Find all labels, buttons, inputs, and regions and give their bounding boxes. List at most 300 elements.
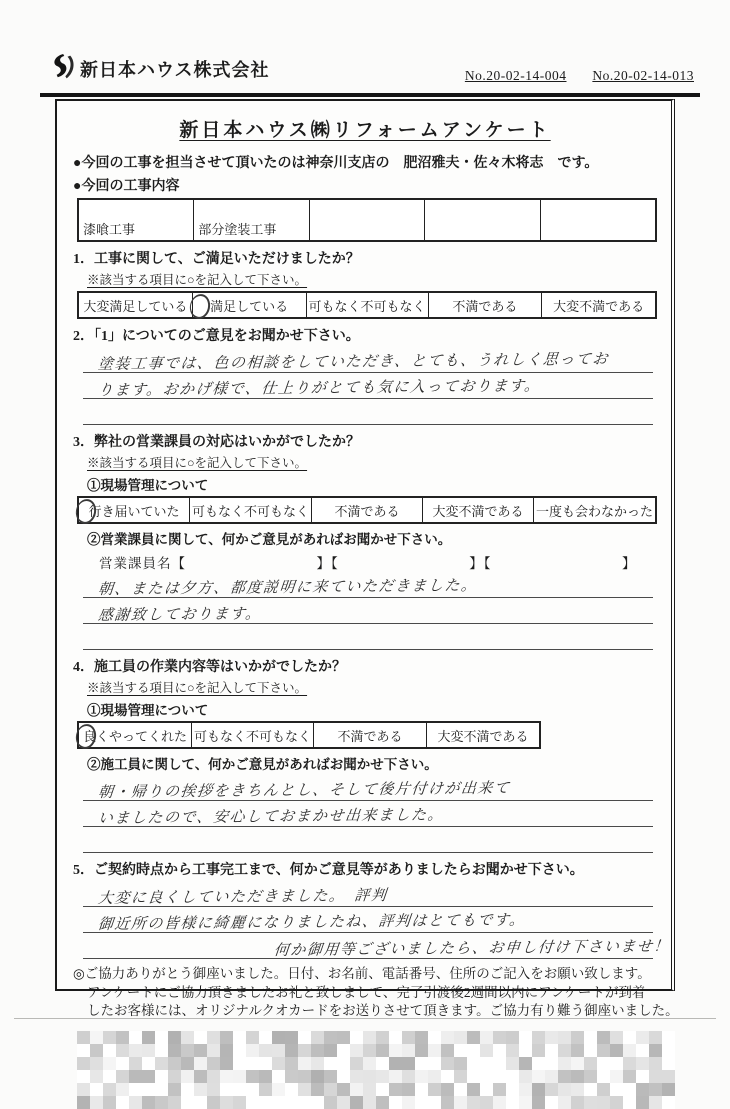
mosaic-cell bbox=[77, 1070, 90, 1083]
mosaic-cell bbox=[285, 1044, 298, 1057]
mosaic-cell bbox=[194, 1057, 207, 1070]
mosaic-cell bbox=[493, 1057, 506, 1070]
mosaic-cell bbox=[467, 1070, 480, 1083]
mosaic-cell bbox=[623, 1070, 636, 1083]
mosaic-cell bbox=[454, 1031, 467, 1044]
survey-form bbox=[55, 99, 679, 1019]
mosaic-cell bbox=[272, 1096, 285, 1109]
mosaic-cell bbox=[454, 1096, 467, 1109]
mosaic-cell bbox=[662, 1070, 675, 1083]
mosaic-cell bbox=[610, 1057, 623, 1070]
mosaic-cell bbox=[207, 1031, 220, 1044]
mosaic-cell bbox=[519, 1044, 532, 1057]
mosaic-cell bbox=[168, 1070, 181, 1083]
mosaic-cell bbox=[428, 1096, 441, 1109]
mosaic-cell bbox=[649, 1083, 662, 1096]
q5-answer-line bbox=[83, 907, 653, 933]
mosaic-cell bbox=[103, 1096, 116, 1109]
doc-number-2: No.20-02-14-013 bbox=[592, 68, 694, 83]
mosaic-cell bbox=[77, 1057, 90, 1070]
mosaic-cell bbox=[103, 1031, 116, 1044]
mosaic-cell bbox=[337, 1096, 350, 1109]
mosaic-cell bbox=[376, 1096, 389, 1109]
q4-answer-line bbox=[83, 801, 653, 827]
mosaic-cell bbox=[194, 1096, 207, 1109]
mosaic-cell bbox=[415, 1096, 428, 1109]
mosaic-cell bbox=[246, 1057, 259, 1070]
q4-title: 4．施工員の作業内容等はいかがでしたか？ bbox=[73, 660, 346, 675]
mosaic-cell bbox=[376, 1070, 389, 1083]
q5-title: 5．ご契約時点から工事完工まで、何かご意見等がありましたらお聞かせ下さい。 bbox=[73, 863, 584, 878]
mosaic-cell bbox=[584, 1057, 597, 1070]
mosaic-cell bbox=[337, 1083, 350, 1096]
mosaic-cell bbox=[428, 1070, 441, 1083]
work-item-cell: 部分塗装工事 bbox=[194, 200, 309, 240]
handwritten-answer: 感謝致しております。 bbox=[97, 604, 263, 624]
mosaic-cell bbox=[376, 1044, 389, 1057]
mosaic-cell bbox=[142, 1070, 155, 1083]
mosaic-cell bbox=[493, 1096, 506, 1109]
mosaic-cell bbox=[506, 1083, 519, 1096]
mosaic-cell bbox=[77, 1031, 90, 1044]
mosaic-cell bbox=[168, 1057, 181, 1070]
q3-title: 3．弊社の営業課員の対応はいかがでしたか？ bbox=[73, 435, 360, 450]
mosaic-cell bbox=[298, 1070, 311, 1083]
mosaic-cell bbox=[441, 1031, 454, 1044]
company-logo-icon bbox=[48, 52, 74, 82]
mosaic-cell bbox=[597, 1057, 610, 1070]
mosaic-cell bbox=[194, 1083, 207, 1096]
mosaic-cell bbox=[116, 1083, 129, 1096]
closing-note-line: ◎ご協力ありがとう御座いました。日付、お名前、電話番号、住所のご記入をお願い致します。 bbox=[73, 966, 651, 981]
mosaic-cell bbox=[233, 1096, 246, 1109]
work-item-cell bbox=[425, 200, 540, 240]
mosaic-cell bbox=[311, 1057, 324, 1070]
mosaic-cell bbox=[649, 1057, 662, 1070]
mosaic-cell bbox=[272, 1031, 285, 1044]
mosaic-cell bbox=[532, 1083, 545, 1096]
q4-option-selected bbox=[79, 723, 192, 747]
handwritten-answer: 塗装工事では、色の相談をしていただき、とても、うれしく思ってお bbox=[97, 349, 610, 373]
mosaic-cell bbox=[168, 1044, 181, 1057]
mosaic-cell bbox=[155, 1044, 168, 1057]
mosaic-cell bbox=[415, 1031, 428, 1044]
mosaic-cell bbox=[623, 1096, 636, 1109]
mosaic-cell bbox=[467, 1096, 480, 1109]
mosaic-cell bbox=[259, 1096, 272, 1109]
mosaic-cell bbox=[324, 1057, 337, 1070]
mosaic-cell bbox=[480, 1083, 493, 1096]
mosaic-cell bbox=[285, 1070, 298, 1083]
mosaic-cell bbox=[649, 1070, 662, 1083]
mosaic-cell bbox=[623, 1044, 636, 1057]
mosaic-cell bbox=[298, 1031, 311, 1044]
mosaic-cell bbox=[610, 1070, 623, 1083]
q3-sub1: ①現場管理について bbox=[87, 478, 209, 493]
mosaic-cell bbox=[155, 1031, 168, 1044]
mosaic-cell bbox=[493, 1044, 506, 1057]
mosaic-cell bbox=[597, 1031, 610, 1044]
mosaic-cell bbox=[155, 1057, 168, 1070]
mosaic-cell bbox=[116, 1057, 129, 1070]
mosaic-cell bbox=[428, 1044, 441, 1057]
mosaic-cell bbox=[467, 1057, 480, 1070]
mosaic-cell bbox=[116, 1031, 129, 1044]
mosaic-cell bbox=[402, 1070, 415, 1083]
mosaic-cell bbox=[103, 1057, 116, 1070]
mosaic-cell bbox=[441, 1083, 454, 1096]
mosaic-cell bbox=[207, 1044, 220, 1057]
mosaic-cell bbox=[298, 1096, 311, 1109]
mosaic-cell bbox=[493, 1070, 506, 1083]
mosaic-cell bbox=[558, 1057, 571, 1070]
mosaic-cell bbox=[311, 1070, 324, 1083]
mosaic-cell bbox=[649, 1044, 662, 1057]
mosaic-cell bbox=[207, 1096, 220, 1109]
mosaic-cell bbox=[129, 1083, 142, 1096]
privacy-mosaic-redaction bbox=[77, 1031, 663, 1107]
mosaic-cell bbox=[584, 1044, 597, 1057]
mosaic-cell bbox=[350, 1044, 363, 1057]
q4-option: 不満である bbox=[314, 723, 427, 747]
handwritten-answer: 御近所の皆様に綺麗になりましたね、評判はとてもです。 bbox=[97, 910, 527, 933]
mosaic-cell bbox=[532, 1096, 545, 1109]
mosaic-cell bbox=[259, 1057, 272, 1070]
q1-title: 1．工事に関して、ご満足いただけましたか？ bbox=[73, 252, 360, 267]
mosaic-cell bbox=[298, 1083, 311, 1096]
mosaic-cell bbox=[259, 1031, 272, 1044]
document-numbers bbox=[443, 68, 694, 84]
mosaic-cell bbox=[389, 1083, 402, 1096]
mosaic-cell bbox=[506, 1057, 519, 1070]
q2-answer-line bbox=[83, 373, 653, 399]
mosaic-cell bbox=[584, 1031, 597, 1044]
mosaic-cell bbox=[428, 1031, 441, 1044]
mosaic-cell bbox=[194, 1044, 207, 1057]
mosaic-cell bbox=[103, 1083, 116, 1096]
mosaic-cell bbox=[116, 1044, 129, 1057]
mosaic-cell bbox=[90, 1083, 103, 1096]
mosaic-cell bbox=[194, 1031, 207, 1044]
mosaic-cell bbox=[129, 1057, 142, 1070]
mosaic-cell bbox=[116, 1096, 129, 1109]
mosaic-cell bbox=[90, 1044, 103, 1057]
mosaic-cell bbox=[259, 1070, 272, 1083]
q4-option: 可もなく不可もなく bbox=[192, 723, 314, 747]
mosaic-cell bbox=[597, 1070, 610, 1083]
mosaic-cell bbox=[389, 1031, 402, 1044]
mosaic-cell bbox=[636, 1070, 649, 1083]
mosaic-cell bbox=[350, 1096, 363, 1109]
mosaic-cell bbox=[90, 1031, 103, 1044]
mosaic-cell bbox=[428, 1083, 441, 1096]
mosaic-cell bbox=[493, 1031, 506, 1044]
mosaic-cell bbox=[337, 1057, 350, 1070]
mosaic-cell bbox=[168, 1096, 181, 1109]
mosaic-cell bbox=[285, 1031, 298, 1044]
mosaic-cell bbox=[285, 1096, 298, 1109]
mosaic-cell bbox=[129, 1044, 142, 1057]
mosaic-cell bbox=[246, 1070, 259, 1083]
mosaic-cell bbox=[155, 1083, 168, 1096]
mosaic-cell bbox=[246, 1096, 259, 1109]
mosaic-cell bbox=[389, 1044, 402, 1057]
mosaic-cell bbox=[545, 1044, 558, 1057]
mosaic-cell bbox=[337, 1070, 350, 1083]
mosaic-cell bbox=[584, 1083, 597, 1096]
mosaic-cell bbox=[662, 1044, 675, 1057]
mosaic-cell bbox=[103, 1044, 116, 1057]
mosaic-cell bbox=[220, 1057, 233, 1070]
mosaic-cell bbox=[129, 1096, 142, 1109]
mosaic-cell bbox=[558, 1096, 571, 1109]
mosaic-cell bbox=[155, 1070, 168, 1083]
mosaic-cell bbox=[168, 1083, 181, 1096]
mosaic-cell bbox=[402, 1044, 415, 1057]
page-header bbox=[40, 52, 700, 92]
q4-answer-line bbox=[83, 775, 653, 801]
q4-note: ※該当する項目に○を記入して下さい。 bbox=[87, 681, 308, 695]
mosaic-cell bbox=[272, 1083, 285, 1096]
mosaic-cell bbox=[610, 1044, 623, 1057]
mosaic-cell bbox=[77, 1083, 90, 1096]
mosaic-cell bbox=[480, 1070, 493, 1083]
q4-options-table bbox=[77, 721, 541, 749]
mosaic-cell bbox=[636, 1083, 649, 1096]
mosaic-cell bbox=[233, 1031, 246, 1044]
q2-answer-line bbox=[83, 347, 653, 373]
mosaic-cell bbox=[649, 1031, 662, 1044]
q4-answer-line bbox=[83, 827, 653, 853]
mosaic-cell bbox=[311, 1031, 324, 1044]
mosaic-cell bbox=[584, 1096, 597, 1109]
mosaic-cell bbox=[207, 1057, 220, 1070]
mosaic-cell bbox=[584, 1070, 597, 1083]
mosaic-cell bbox=[558, 1044, 571, 1057]
mosaic-cell bbox=[116, 1070, 129, 1083]
mosaic-cell bbox=[142, 1096, 155, 1109]
q2-answer-line bbox=[83, 399, 653, 425]
mosaic-cell bbox=[636, 1057, 649, 1070]
q1-option-label: 満足している bbox=[210, 298, 289, 314]
mosaic-cell bbox=[142, 1083, 155, 1096]
q3-option: 可もなく不可もなく bbox=[190, 498, 312, 522]
form-title: 新日本ハウス㈱リフォームアンケート bbox=[179, 120, 551, 141]
mosaic-cell bbox=[324, 1096, 337, 1109]
mosaic-cell bbox=[77, 1096, 90, 1109]
intro-line: ●今回の工事を担当させて頂いたのは神奈川支店の 肥沼雅夫・佐々木将志 です。 bbox=[73, 156, 599, 171]
scan-artifact-line bbox=[14, 1018, 716, 1019]
q3-answer-line bbox=[83, 624, 653, 650]
mosaic-cell bbox=[90, 1096, 103, 1109]
q4-sub1: ①現場管理について bbox=[87, 703, 209, 718]
mosaic-cell bbox=[376, 1031, 389, 1044]
mosaic-cell bbox=[480, 1096, 493, 1109]
q3-option: 一度も会わなかった bbox=[535, 503, 653, 519]
q1-option: 可もなく不可もなく bbox=[307, 293, 429, 317]
mosaic-cell bbox=[571, 1083, 584, 1096]
q3-answer-line bbox=[83, 572, 653, 598]
mosaic-cell bbox=[506, 1096, 519, 1109]
q3-note: ※該当する項目に○を記入して下さい。 bbox=[87, 456, 308, 470]
mosaic-cell bbox=[662, 1096, 675, 1109]
mosaic-cell bbox=[363, 1044, 376, 1057]
mosaic-cell bbox=[246, 1031, 259, 1044]
mosaic-cell bbox=[480, 1044, 493, 1057]
mosaic-cell bbox=[90, 1057, 103, 1070]
handwritten-answer: 朝・帰りの挨拶をきちんとし、そして後片付けが出来て bbox=[97, 778, 512, 801]
mosaic-cell bbox=[571, 1096, 584, 1109]
mosaic-cell bbox=[272, 1057, 285, 1070]
mosaic-cell bbox=[545, 1031, 558, 1044]
mosaic-cell bbox=[636, 1096, 649, 1109]
mosaic-cell bbox=[636, 1031, 649, 1044]
mosaic-cell bbox=[389, 1096, 402, 1109]
mosaic-cell bbox=[480, 1057, 493, 1070]
mosaic-cell bbox=[142, 1031, 155, 1044]
mosaic-cell bbox=[610, 1096, 623, 1109]
work-content-table bbox=[77, 198, 657, 242]
mosaic-cell bbox=[454, 1070, 467, 1083]
mosaic-cell bbox=[90, 1070, 103, 1083]
mosaic-cell bbox=[597, 1096, 610, 1109]
closing-note-line: したお客様には、オリジナルクオカードをお送りさせて頂きます。ご協力有り難う御座いました。 bbox=[87, 1003, 679, 1019]
mosaic-cell bbox=[623, 1057, 636, 1070]
q3-option: 不満である bbox=[312, 498, 423, 522]
q3-sub2: ②営業課員に関して、何かご意見があればお聞かせ下さい。 bbox=[87, 532, 452, 547]
q3-option-label: 行き届いていた bbox=[88, 503, 180, 519]
header-rule bbox=[40, 93, 700, 97]
q4-option-label: 良くやってくれた bbox=[82, 728, 187, 744]
mosaic-cell bbox=[181, 1096, 194, 1109]
closing-note-line: アンケートにご協力頂きましたお礼と致しまして、完了引渡後2週間以内にアンケートが到着 bbox=[87, 984, 646, 1000]
mosaic-cell bbox=[285, 1057, 298, 1070]
mosaic-cell bbox=[220, 1083, 233, 1096]
mosaic-cell bbox=[428, 1057, 441, 1070]
mosaic-cell bbox=[545, 1070, 558, 1083]
mosaic-cell bbox=[272, 1070, 285, 1083]
q2-title: 2．「1」についてのご意見をお聞かせ下さい。 bbox=[73, 329, 360, 344]
mosaic-cell bbox=[441, 1044, 454, 1057]
mosaic-cell bbox=[506, 1044, 519, 1057]
closing-note bbox=[73, 965, 679, 1021]
mosaic-cell bbox=[220, 1096, 233, 1109]
mosaic-cell bbox=[454, 1044, 467, 1057]
mosaic-cell bbox=[259, 1044, 272, 1057]
mosaic-cell bbox=[454, 1057, 467, 1070]
mosaic-cell bbox=[220, 1044, 233, 1057]
mosaic-cell bbox=[181, 1070, 194, 1083]
mosaic-cell bbox=[571, 1070, 584, 1083]
work-item-cell bbox=[310, 200, 425, 240]
mosaic-cell bbox=[324, 1044, 337, 1057]
mosaic-cell bbox=[623, 1083, 636, 1096]
mosaic-cell bbox=[532, 1057, 545, 1070]
mosaic-cell bbox=[207, 1083, 220, 1096]
mosaic-cell bbox=[441, 1096, 454, 1109]
handwritten-answer: 何か御用等ございましたら、お申し付け下さいませ！ bbox=[273, 936, 671, 959]
mosaic-cell bbox=[311, 1096, 324, 1109]
mosaic-cell bbox=[103, 1070, 116, 1083]
mosaic-cell bbox=[415, 1044, 428, 1057]
mosaic-cell bbox=[649, 1096, 662, 1109]
mosaic-cell bbox=[454, 1083, 467, 1096]
mosaic-cell bbox=[389, 1070, 402, 1083]
handwritten-answer: 朝、または夕方、都度説明に来ていただきました。 bbox=[97, 576, 479, 598]
work-item-cell: 漆喰工事 bbox=[79, 200, 194, 240]
mosaic-cell bbox=[389, 1057, 402, 1070]
mosaic-cell bbox=[636, 1044, 649, 1057]
mosaic-cell bbox=[519, 1070, 532, 1083]
mosaic-cell bbox=[324, 1070, 337, 1083]
mosaic-cell bbox=[415, 1083, 428, 1096]
mosaic-cell bbox=[363, 1057, 376, 1070]
mosaic-cell bbox=[506, 1031, 519, 1044]
mosaic-cell bbox=[350, 1083, 363, 1096]
q4-option: 大変不満である bbox=[437, 728, 529, 744]
q5-answer-line bbox=[83, 933, 671, 959]
mosaic-cell bbox=[181, 1044, 194, 1057]
mosaic-cell bbox=[233, 1070, 246, 1083]
mosaic-cell bbox=[194, 1070, 207, 1083]
mosaic-cell bbox=[233, 1057, 246, 1070]
mosaic-cell bbox=[402, 1083, 415, 1096]
mosaic-cell bbox=[363, 1083, 376, 1096]
handwritten-answer: ります。おかげ様で、仕上りがとても気に入っております。 bbox=[97, 376, 542, 399]
mosaic-cell bbox=[623, 1031, 636, 1044]
staff-name-brackets: 営業課員名【 】【 】【 】 bbox=[99, 556, 637, 571]
mosaic-cell bbox=[610, 1031, 623, 1044]
q3-options-table bbox=[77, 496, 657, 524]
mosaic-cell bbox=[545, 1057, 558, 1070]
mosaic-cell bbox=[571, 1031, 584, 1044]
handwritten-answer: いましたので、安心しておまかせ出来ました。 bbox=[97, 805, 445, 827]
q1-option: 大変満足している bbox=[79, 293, 193, 317]
mosaic-cell bbox=[337, 1031, 350, 1044]
mosaic-cell bbox=[493, 1083, 506, 1096]
q3-answer-line bbox=[83, 598, 653, 624]
mosaic-cell bbox=[168, 1031, 181, 1044]
mosaic-cell bbox=[129, 1031, 142, 1044]
mosaic-cell bbox=[532, 1044, 545, 1057]
mosaic-cell bbox=[519, 1031, 532, 1044]
mosaic-cell bbox=[272, 1044, 285, 1057]
mosaic-cell bbox=[298, 1044, 311, 1057]
q1-options-table bbox=[77, 291, 657, 319]
mosaic-cell bbox=[181, 1083, 194, 1096]
mosaic-cell bbox=[363, 1031, 376, 1044]
mosaic-cell bbox=[519, 1083, 532, 1096]
q1-option: 大変不満である bbox=[553, 298, 645, 314]
mosaic-cell bbox=[337, 1044, 350, 1057]
mosaic-cell bbox=[597, 1044, 610, 1057]
mosaic-cell bbox=[519, 1096, 532, 1109]
mosaic-cell bbox=[571, 1044, 584, 1057]
mosaic-cell bbox=[571, 1057, 584, 1070]
mosaic-cell bbox=[402, 1057, 415, 1070]
mosaic-cell bbox=[233, 1083, 246, 1096]
mosaic-cell bbox=[285, 1083, 298, 1096]
mosaic-cell bbox=[311, 1083, 324, 1096]
mosaic-cell bbox=[363, 1070, 376, 1083]
mosaic-cell bbox=[311, 1044, 324, 1057]
q5-answer-line bbox=[83, 881, 653, 907]
mosaic-cell bbox=[142, 1044, 155, 1057]
mosaic-cell bbox=[350, 1031, 363, 1044]
mosaic-cell bbox=[298, 1057, 311, 1070]
mosaic-cell bbox=[415, 1070, 428, 1083]
mosaic-cell bbox=[155, 1096, 168, 1109]
